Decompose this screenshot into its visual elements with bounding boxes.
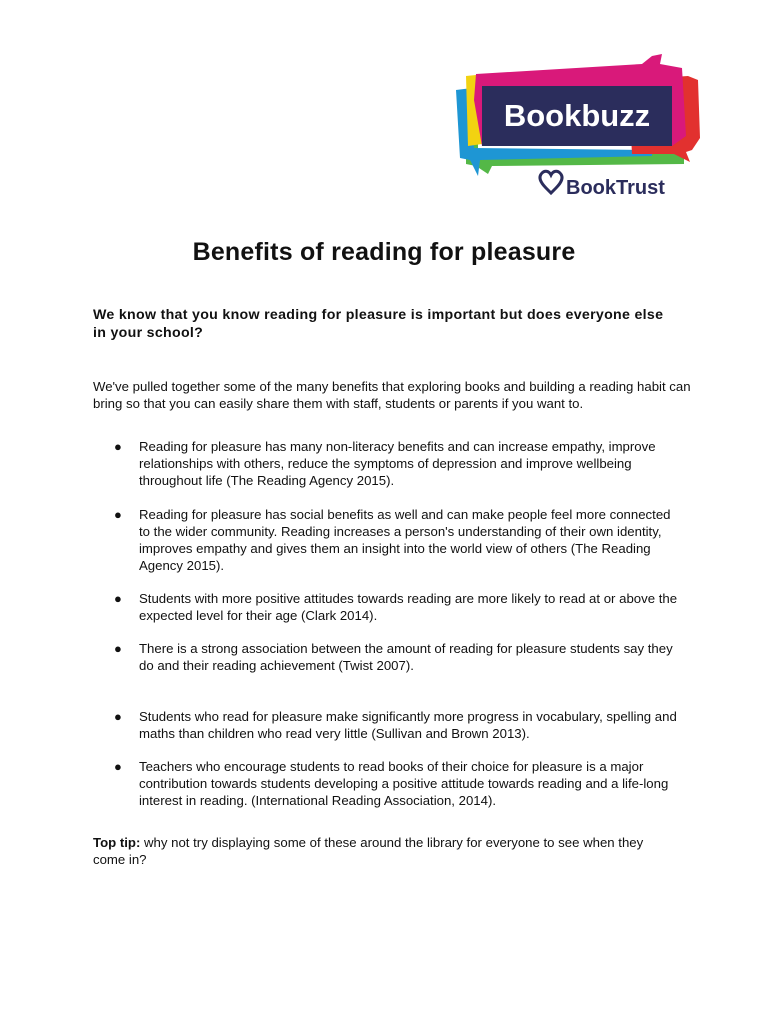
benefit-text: Students with more positive attitudes towards reading are more likely to read at or above the expected level for their age (Clark 2014). [139,591,678,623]
speech-bubbles-logo-icon [452,50,708,210]
benefit-text: Teachers who encourage students to read books of their choice for pleasure is a major contribution towards students developing a positive attitude towards reading and a life-long interest in reading. (International Reading Association, 2014). [139,759,669,808]
benefit-text: Students who read for pleasure make significantly more progress in vocabulary, spelling and maths than children who read very little (Sullivan and Brown 2013). [139,709,677,741]
intro-question: We know that you know reading for pleasure is important but does everyone else in your school? [93,307,664,341]
top-tip-label: Top tip: [93,835,141,850]
benefit-text: There is a strong association between the amount of reading for pleasure students say they do and their reading achievement (Twist 2007). [139,641,673,673]
bookbuzz-wordmark: Bookbuzz [503,98,651,133]
top-tip-text: why not try displaying some of these around the library for everyone to see when they come in? [93,835,644,867]
list-item [114,506,679,574]
bookbuzz-logo [452,50,708,210]
bullet-icon: ● [114,507,122,522]
bullet-icon: ● [114,591,122,606]
top-tip [93,834,673,868]
list-item [114,438,679,489]
bullet-icon: ● [114,709,122,724]
list-item [114,640,679,674]
list-item [114,708,679,742]
bullet-icon: ● [114,439,122,454]
booktrust-heart-icon [540,171,562,193]
bullet-icon: ● [114,759,122,774]
list-item [114,758,679,809]
list-item [114,590,679,624]
bullet-icon: ● [114,641,122,656]
booktrust-wordmark: BookTrust [566,177,665,199]
intro-paragraph: We've pulled together some of the many benefits that exploring books and building a reading habit can bring so that you can easily share them with staff, students or parents if you want to. [93,379,691,411]
page-title: Benefits of reading for pleasure [192,238,576,266]
benefit-text: Reading for pleasure has social benefits as well and can make people feel more connected to the wider community. Reading increases a person's understanding of their own identity, improves empathy and gives them an insight into the world view of others (The Reading Agency 2015). [139,507,671,573]
benefit-text: Reading for pleasure has many non-literacy benefits and can increase empathy, improve relationships with others, reduce the symptoms of depression and improve wellbeing throughout life (The Reading Agency 2015). [139,439,656,488]
